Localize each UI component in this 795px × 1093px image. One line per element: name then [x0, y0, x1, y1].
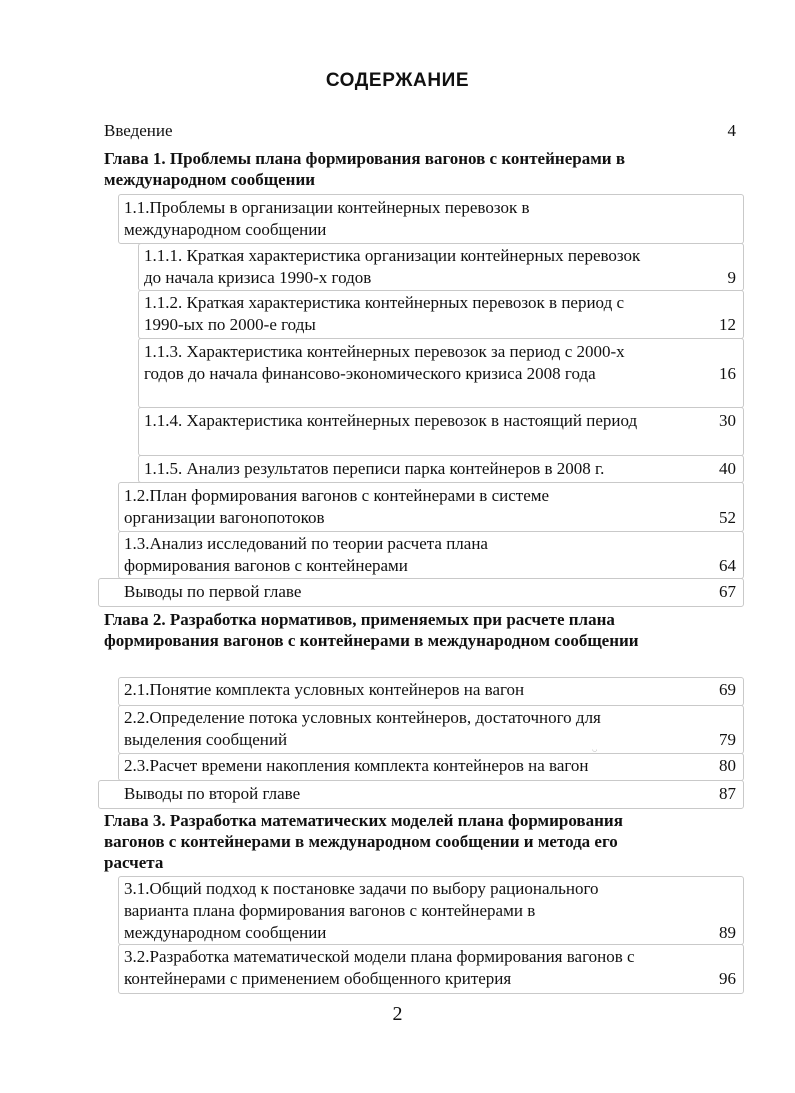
- toc-entry-page: 16: [719, 364, 736, 383]
- toc-entry-title: Выводы по первой главе: [124, 582, 302, 601]
- toc-entry-page: 96: [719, 969, 736, 988]
- toc-entry-title: Введение: [104, 121, 173, 140]
- toc-entry[interactable]: [124, 679, 736, 701]
- toc-entry-title: 1.1.Проблемы в организации контейнерных перевозок в международном сообщении: [124, 198, 530, 239]
- toc-entry[interactable]: [124, 878, 736, 944]
- toc-entry[interactable]: [144, 341, 736, 385]
- toc-entry[interactable]: [124, 581, 736, 603]
- toc-entry-page: 9: [727, 268, 736, 287]
- toc-entry-page: 4: [727, 121, 736, 140]
- toc-entry-page: 67: [719, 582, 736, 601]
- toc-entry-title: 1.1.2. Краткая характеристика контейнерных перевозок в период с 1990-ых по 2000-е годы: [144, 293, 625, 334]
- toc-entry-page: 40: [719, 459, 736, 478]
- toc-chapter[interactable]: [104, 810, 736, 873]
- toc-entry-title: 2.1.Понятие комплекта условных контейнеров на вагон: [124, 680, 525, 699]
- toc-entry[interactable]: [124, 707, 736, 751]
- toc-entry-title: 1.1.4. Характеристика контейнерных перевозок в настоящий период: [144, 411, 638, 430]
- toc-entry-title: 3.2.Разработка математической модели плана формирования вагонов с контейнерами с применением обобщенного критерия: [124, 947, 635, 988]
- toc-entry-page: 69: [719, 680, 736, 699]
- toc-chapter-title: Глава 1. Проблемы плана формирования вагонов с контейнерами в международном сообщении: [104, 149, 625, 189]
- toc-entry[interactable]: [124, 485, 736, 529]
- toc-entry-title: 1.1.5. Анализ результатов переписи парка контейнеров в 2008 г.: [144, 459, 605, 478]
- toc-entry[interactable]: [124, 783, 736, 805]
- toc-entry[interactable]: [144, 410, 736, 432]
- toc-entry-title: 1.1.1. Краткая характеристика организации контейнерных перевозок до начала кризиса 1990-х годов: [144, 246, 641, 287]
- toc-entry-page: 64: [719, 556, 736, 575]
- toc-entry-title: Выводы по второй главе: [124, 784, 301, 803]
- toc-entry-title: 1.2.План формирования вагонов с контейнерами в системе организации вагонопотоков: [124, 486, 550, 527]
- toc-entry-page: 12: [719, 315, 736, 334]
- scan-speck: ◡: [592, 747, 598, 753]
- toc-entry-title: 3.1.Общий подход к постановке задачи по выбору рационального варианта плана формирования вагонов с контейнерами в международном сообщении: [124, 879, 599, 942]
- toc-entry[interactable]: [104, 120, 736, 142]
- toc-entry[interactable]: [124, 946, 736, 990]
- toc-entry-title: 2.3.Расчет времени накопления комплекта контейнеров на вагон: [124, 756, 589, 775]
- toc-entry-page: 87: [719, 784, 736, 803]
- toc-entry[interactable]: [144, 245, 736, 289]
- toc-entry[interactable]: [124, 197, 736, 241]
- page-number: 2: [392, 1003, 403, 1025]
- toc-chapter-title: Глава 2. Разработка нормативов, применяемых при расчете плана формирования вагонов с контейнерами в международном сообщении: [104, 610, 639, 650]
- toc-chapter-title: Глава 3. Разработка математических моделей плана формирования вагонов с контейнерами в международном сообщении и метода его расчета: [104, 811, 623, 872]
- toc-entry[interactable]: [124, 533, 736, 577]
- page-title: СОДЕРЖАНИЕ: [325, 70, 470, 91]
- toc-entry-title: 2.2.Определение потока условных контейнеров, достаточного для выделения сообщений: [124, 708, 601, 749]
- toc-entry-page: 80: [719, 756, 736, 775]
- toc-entry[interactable]: [144, 292, 736, 336]
- toc-entry-page: 89: [719, 923, 736, 942]
- toc-entry-page: 79: [719, 730, 736, 749]
- toc-chapter[interactable]: [104, 609, 736, 651]
- toc-entry[interactable]: [144, 458, 736, 480]
- toc-entry-page: 30: [719, 411, 736, 430]
- toc-entry-page: 52: [719, 508, 736, 527]
- toc-entry[interactable]: [124, 755, 736, 777]
- toc-entry-title: 1.1.3. Характеристика контейнерных перевозок за период с 2000-х годов до начала финансово-экономического кризиса 2008 года: [144, 342, 625, 383]
- toc-entry-title: 1.3.Анализ исследований по теории расчета плана формирования вагонов с контейнерами: [124, 534, 488, 575]
- toc-chapter[interactable]: [104, 148, 736, 190]
